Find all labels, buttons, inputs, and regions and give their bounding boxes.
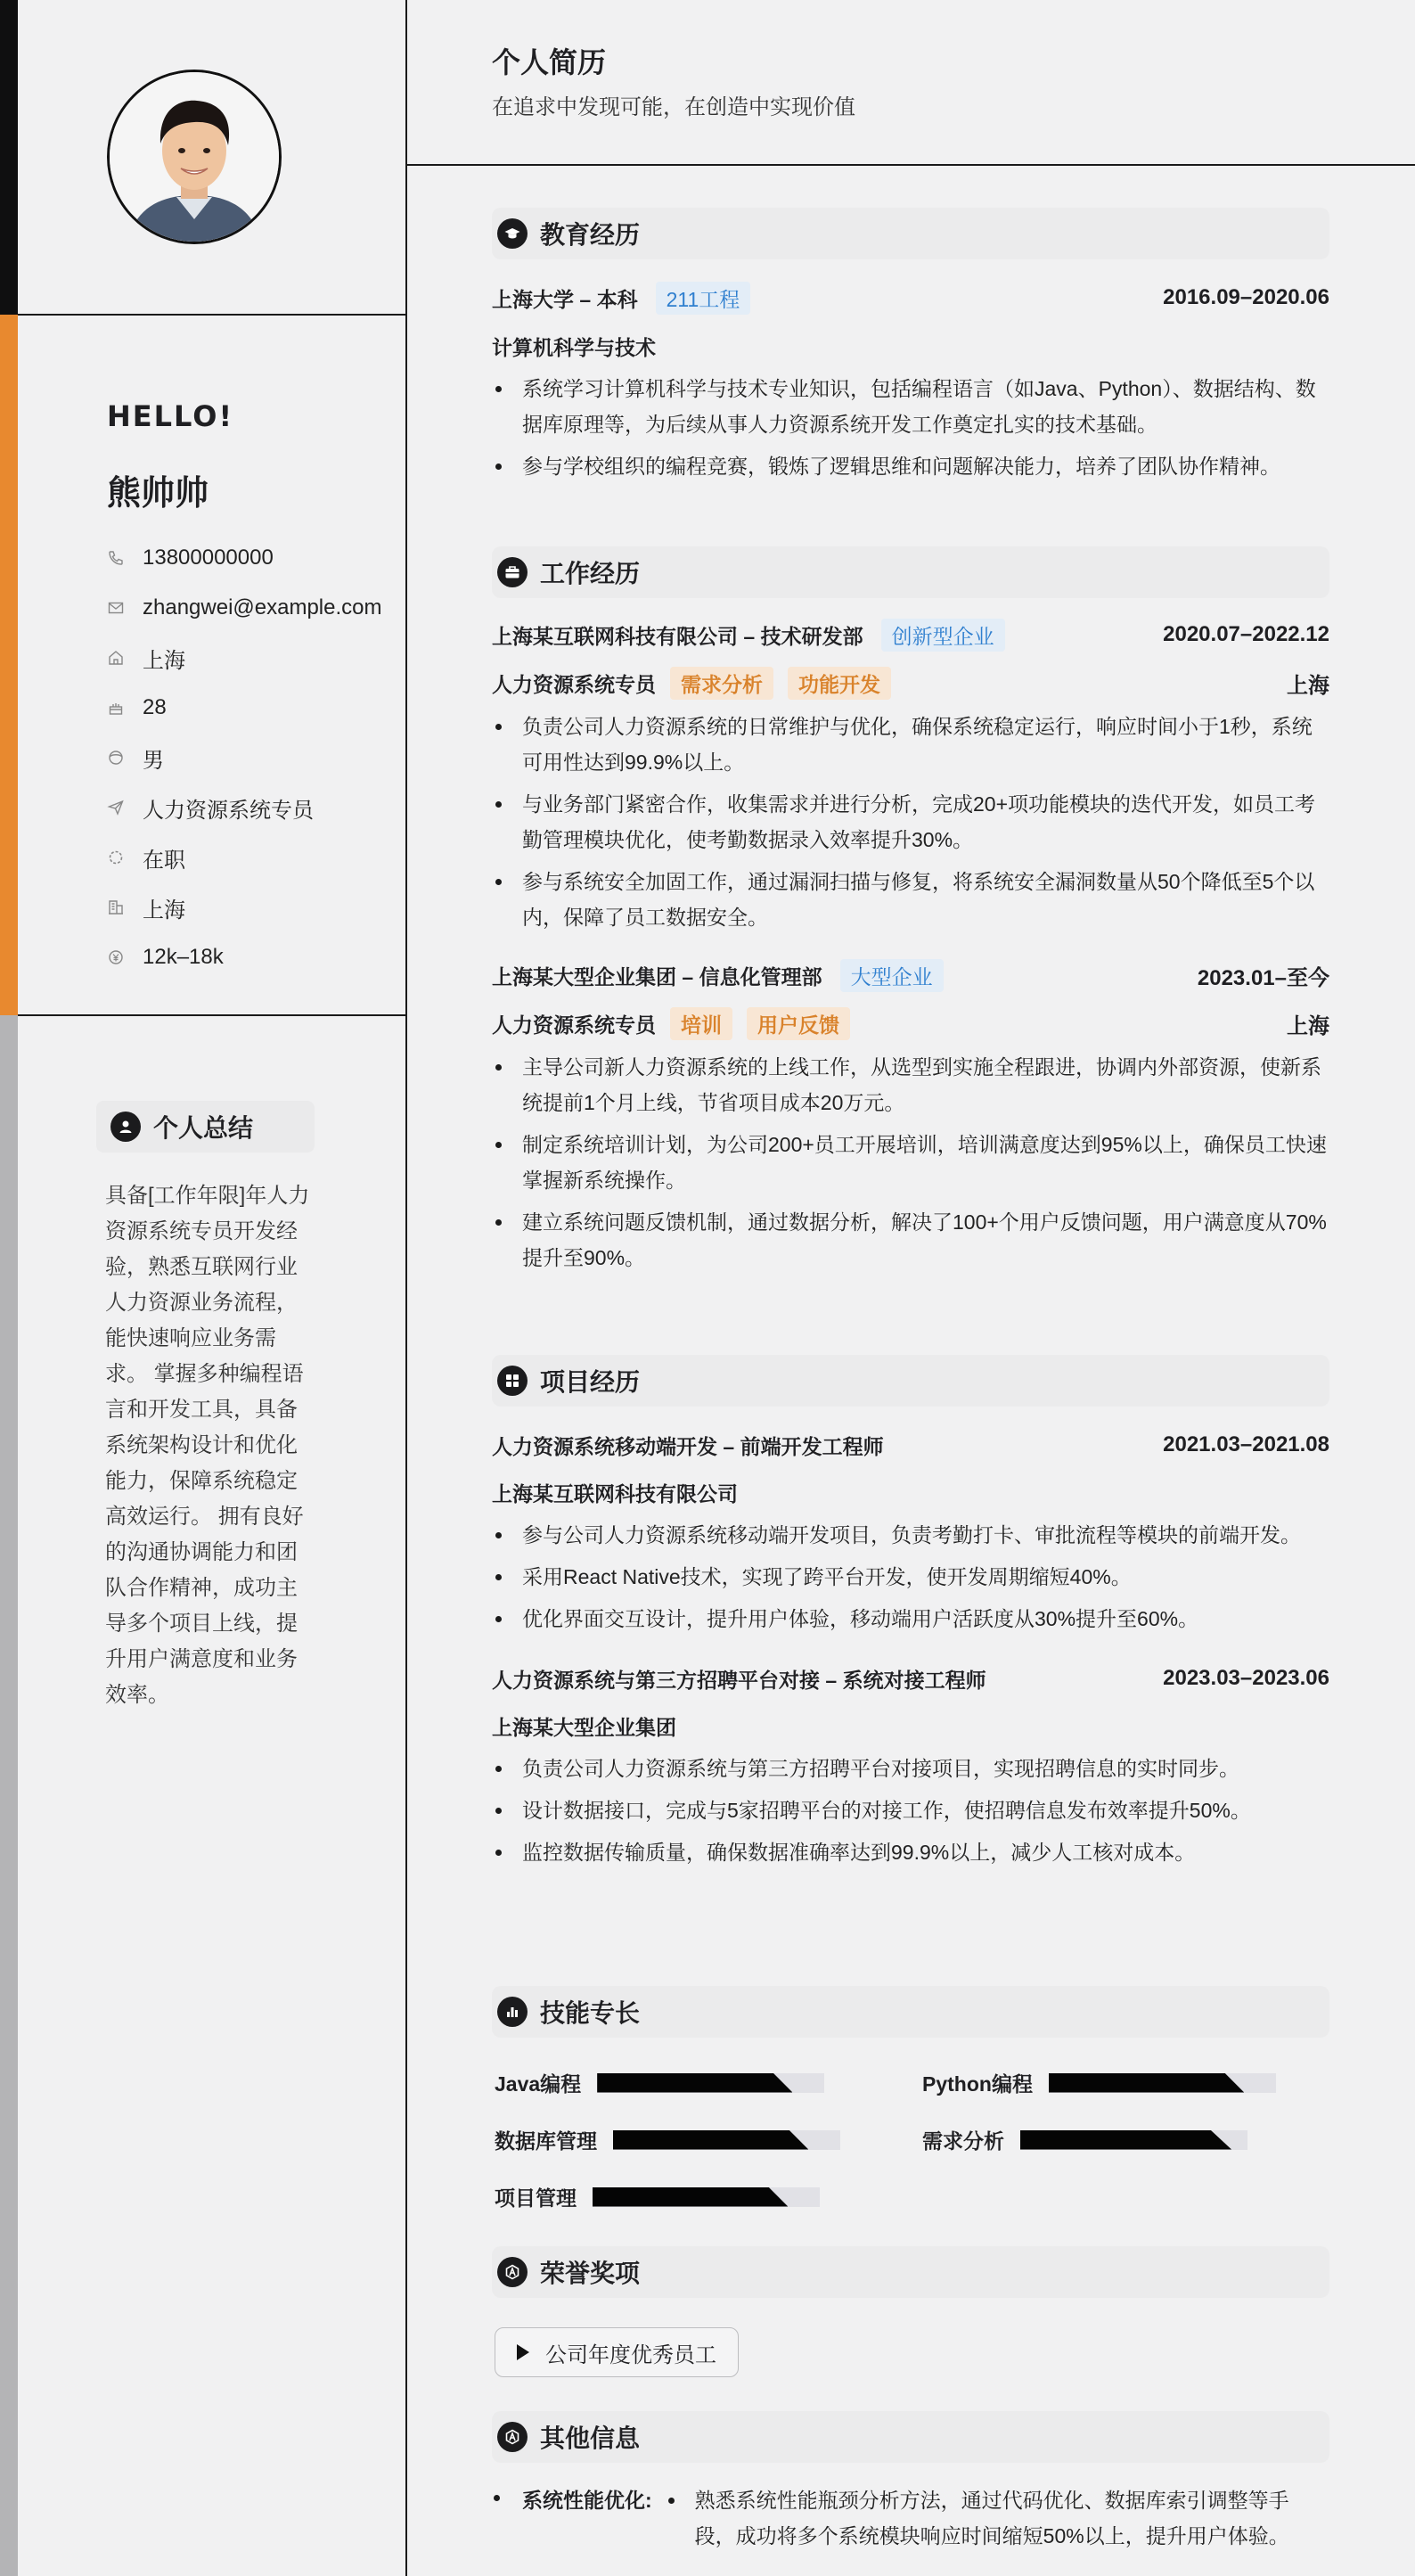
info-phone [107,533,401,583]
major: 计算机科学与技术 [492,336,656,359]
info-value: 上海 [143,898,185,923]
work-heading [492,546,1329,598]
accent-strip-orange [0,315,18,1015]
info-value: 上海 [143,648,185,673]
profile-name: 熊帅帅 [107,475,209,513]
info-value: 13800000000 [143,546,274,570]
header-divider [407,164,1415,166]
job-company: 上海某大型企业集团 – 信息化管理部 [492,964,822,989]
company-tag: 大型企业 [840,959,944,992]
role-tag: 培训 [670,1007,732,1040]
role-tag: 用户反馈 [747,1007,850,1040]
education-section [492,208,1329,484]
bullet-dot [494,2495,504,2506]
skills-section [492,1986,1329,2038]
project-name: 人力资源系统移动端开发 – 前端开发工程师 [492,1434,884,1458]
awards-section [492,2246,1329,2298]
role-tag: 需求分析 [670,667,773,700]
info-value: 在职 [143,848,185,873]
list-item: 负责公司人力资源系统与第三方招聘平台对接项目，实现招聘信息的实时同步。 [492,1751,1329,1786]
skill-bar-fill [597,2073,792,2093]
other-heading [492,2411,1329,2463]
education-bullets [492,371,1329,484]
list-item: 采用React Native技术，实现了跨平台开发，使开发周期缩短40%。 [492,1559,1329,1595]
skill-bar-fill [613,2130,808,2150]
page-subtitle: 在追求中发现可能，在创造中实现价值 [492,95,855,119]
info-value: 28 [143,695,167,719]
section-title: 荣誉奖项 [540,2260,641,2287]
list-item: 制定系统培训计划，为公司200+员工开展培训，培训满意度达到95%以上，确保员工快速掌握新系统操作。 [492,1127,1329,1198]
info-email [107,583,401,633]
project-bullets [492,1751,1329,1870]
company-tag: 创新型企业 [881,619,1005,652]
bar-chart-icon [497,1997,528,2027]
job-city: 上海 [1287,1013,1329,1038]
section-title: 工作经历 [540,560,641,587]
skill-bar-fill [1020,2130,1231,2150]
project-bullets [492,1517,1329,1637]
info-position [107,783,401,833]
mail-icon [107,597,143,619]
hello-heading: HELLO! [107,399,234,433]
award-item-button[interactable] [495,2327,739,2377]
info-value: 人力资源系统专员 [143,798,314,823]
other-section [492,2411,1329,2554]
award-icon [497,2257,528,2287]
skill-bar [597,2073,824,2093]
job-bullets [492,1049,1329,1276]
list-item: 系统学习计算机科学与技术专业知识，包括编程语言（如Java、Python）、数据结构、数据库原理等，为后续从事人力资源系统开发工作奠定扎实的技术基础。 [492,371,1329,442]
project-name: 人力资源系统与第三方招聘平台对接 – 系统对接工程师 [492,1668,986,1692]
skill-name: 项目管理 [495,2186,577,2210]
page-title: 个人简历 [492,46,607,78]
skill-item [495,2182,820,2211]
award-label: 公司年度优秀员工 [545,2342,716,2367]
project-company: 上海某大型企业集团 [492,1716,676,1739]
project-header [492,1430,1329,1460]
job-date: 2023.01–至今 [1197,965,1329,990]
skills-heading [492,1986,1329,2038]
projects-section [492,1355,1329,1870]
projects-heading [492,1355,1329,1407]
list-item: 主导公司新人力资源系统的上线工作，从选型到实施全程跟进，协调内外部资源，使新系统提前1个月上线，节省项目成本20万元。 [492,1049,1329,1120]
list-item: 优化界面交互设计，提升用户体验，移动端用户活跃度从30%提升至60%。 [492,1601,1329,1637]
job-company: 上海某互联网科技有限公司 – 技术研发部 [492,624,863,648]
role-tag: 功能开发 [788,667,891,700]
info-value: 男 [143,748,164,773]
contact-info [107,533,401,982]
sidebar-divider [18,1014,405,1016]
summary-title: 个人总结 [153,1114,254,1142]
sidebar-divider [18,314,405,316]
user-icon [110,1112,141,1142]
section-title: 技能专长 [540,1999,641,2027]
skill-name: Java编程 [495,2072,582,2096]
job-role-row [492,668,1329,698]
send-icon [107,797,143,818]
accent-strip-gray [0,1015,18,2576]
main-content [407,0,1415,2576]
section-title: 项目经历 [540,1368,641,1396]
skill-item [922,2125,1247,2154]
info-value: 12k–18k [143,945,224,969]
info-status [107,833,401,882]
project-header [492,1663,1329,1694]
status-icon [107,847,143,868]
phone-icon [107,547,143,569]
briefcase-icon [497,557,528,587]
graduation-cap-icon [497,218,528,249]
education-date: 2016.09–2020.06 [1163,285,1329,309]
skill-item [495,2068,824,2097]
skill-bar [1020,2130,1247,2150]
accent-strip-black [0,0,18,315]
info-age [107,683,401,733]
school-name: 上海大学 – 本科 [492,287,638,311]
info-value: zhangwei@example.com [143,595,382,619]
list-item: 与业务部门紧密合作，收集需求并进行分析，完成20+项功能模块的迭代开发，如员工考勤管理模块优化，使考勤数据录入效率提升30%。 [492,786,1329,857]
skill-bar-fill [593,2187,788,2207]
info-gender [107,733,401,783]
skill-bar [593,2187,820,2207]
list-item: 负责公司人力资源系统的日常维护与优化，确保系统稳定运行，响应时间小于1秒，系统可用性达到99.9%以上。 [492,709,1329,780]
home-icon [107,647,143,669]
job-bullets [492,709,1329,935]
awards-heading [492,2246,1329,2298]
avatar [107,70,282,244]
project-date: 2021.03–2021.08 [1163,1432,1329,1456]
info-salary [107,932,401,982]
salary-icon [107,947,143,968]
job-role: 人力资源系统专员 [492,672,656,696]
job-role: 人力资源系统专员 [492,1013,656,1037]
job-header [492,960,1329,990]
job-date: 2020.07–2022.12 [1163,622,1329,646]
grid-icon [497,1366,528,1396]
skill-bar [613,2130,840,2150]
list-item: 设计数据接口，完成与5家招聘平台的对接工作，使招聘信息发布效率提升50%。 [492,1793,1329,1828]
list-item: 建立系统问题反馈机制，通过数据分析，解决了100+个用户反馈问题，用户满意度从70%提升至90%。 [492,1204,1329,1276]
education-row [492,283,1329,312]
list-item: 参与学校组织的编程竞赛，锻炼了逻辑思维和问题解决能力，培养了团队协作精神。 [492,448,1329,484]
play-icon [517,2344,529,2360]
cake-icon [107,697,143,718]
list-item: 参与系统安全加固工作，通过漏洞扫描与修复，将系统安全漏洞数量从50个降低至5个以内，保障了员工数据安全。 [492,864,1329,935]
skill-bar-fill [1049,2073,1244,2093]
gender-icon [107,747,143,768]
skill-item [495,2125,840,2154]
list-item: 熟悉系统性能瓶颈分析方法，通过代码优化、数据库索引调整等手段，成功将多个系统模块响应时间缩短50%以上，提升用户体验。 [665,2482,1315,2554]
skill-item [922,2068,1276,2097]
info-city [107,882,401,932]
job-city: 上海 [1287,673,1329,698]
other-label: 系统性能优化: [522,2489,652,2512]
job-role-row [492,1008,1329,1038]
list-item: 参与公司人力资源系统移动端开发项目，负责考勤打卡、审批流程等模块的前端开发。 [492,1517,1329,1553]
other-bullets [665,2482,1315,2554]
summary-text: 具备[工作年限]年人力资源系统专员开发经验，熟悉互联网行业人力资源业务流程，能快速响应业务需求。 掌握多种编程语言和开发工具，具备系统架构设计和优化能力，保障系统稳定高效运行。 拥有良好的沟通协调能力和团队合作精神，成功主导多个项目上线，提升用户满意度和业务效率。 [105,1184,310,1707]
list-item: 监控数据传输质量，确保数据准确率达到99.9%以上，减少人工核对成本。 [492,1834,1329,1870]
section-title: 其他信息 [540,2424,641,2452]
skill-name: 需求分析 [922,2129,1004,2153]
summary-heading [96,1101,315,1153]
other-item [492,2482,1329,2554]
info-badge-icon [497,2422,528,2452]
education-heading [492,208,1329,259]
section-title: 教育经历 [540,221,641,249]
info-location [107,633,401,683]
job-header [492,619,1329,650]
project-company: 上海某互联网科技有限公司 [492,1482,738,1505]
skill-bar [1049,2073,1276,2093]
skill-name: Python编程 [922,2072,1033,2096]
project-date: 2023.03–2023.06 [1163,1666,1329,1690]
work-section [492,546,1329,1276]
building-icon [107,897,143,918]
school-tag: 211工程 [656,282,751,315]
skill-name: 数据库管理 [495,2129,597,2153]
sidebar [0,0,407,2576]
